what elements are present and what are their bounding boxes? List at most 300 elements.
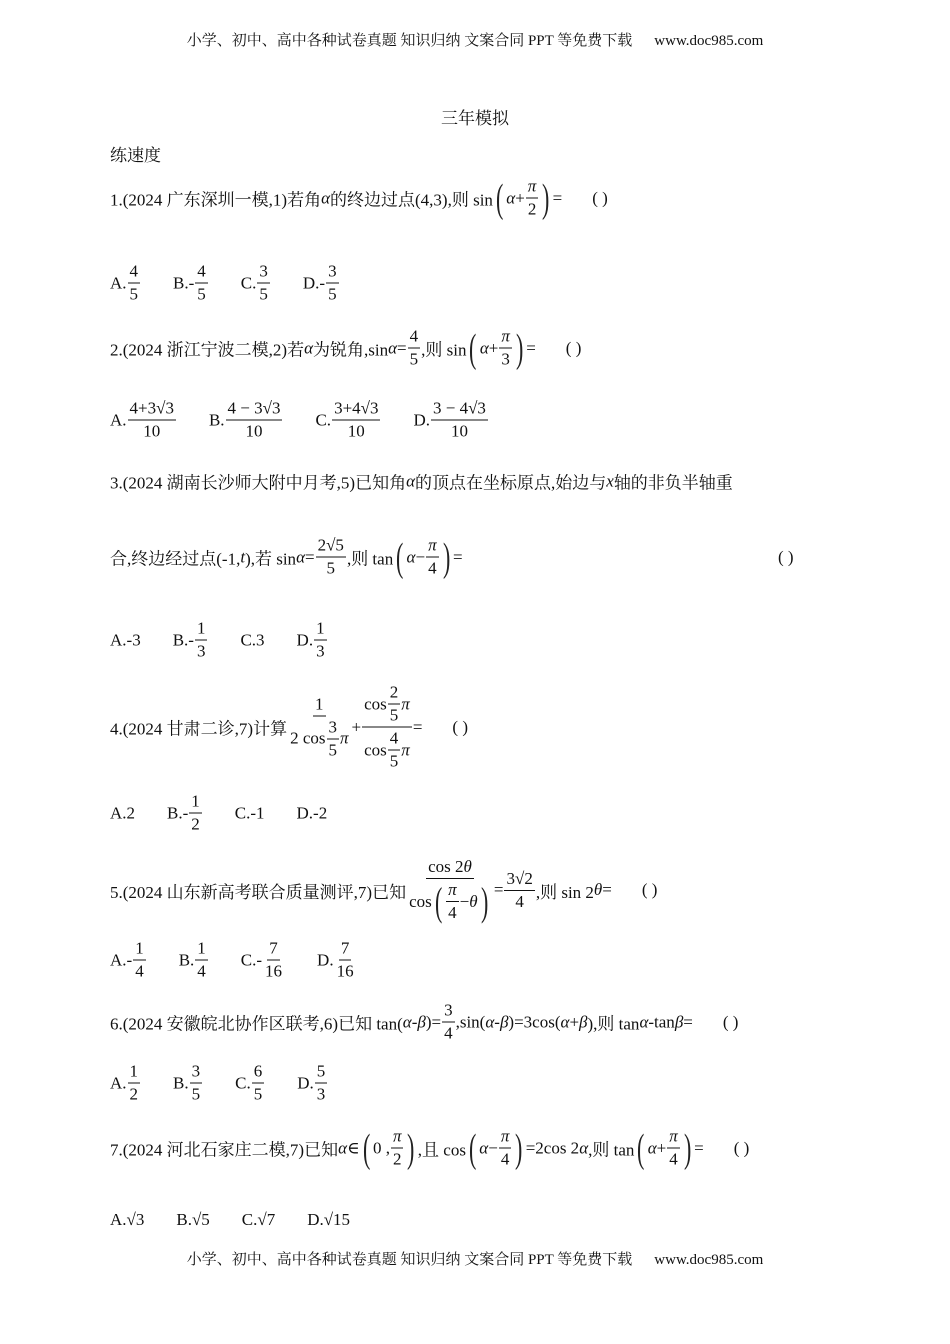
option-A[interactable] <box>110 630 141 650</box>
denominator <box>190 1084 203 1105</box>
question-stem <box>110 683 468 772</box>
text: 1 <box>316 618 325 638</box>
option-C[interactable] <box>315 399 381 442</box>
text: D. <box>296 630 314 649</box>
question-stem <box>110 857 657 923</box>
text: 5 <box>197 284 206 304</box>
text: 1 <box>191 791 200 811</box>
option-B[interactable] <box>176 1210 209 1230</box>
fraction <box>288 694 350 760</box>
text: 3 <box>328 261 337 281</box>
left-paren: ( <box>362 1125 370 1170</box>
text: 3 <box>259 261 268 281</box>
fraction <box>190 1062 203 1105</box>
option-C[interactable] <box>240 630 264 650</box>
text: = <box>694 1138 704 1157</box>
numerator <box>128 1062 141 1084</box>
answer-bracket: ( ) <box>733 1138 750 1157</box>
text: A. <box>110 1073 127 1092</box>
text: 2.(2024 浙江宁波二模,2)若 <box>110 340 305 360</box>
numerator <box>326 262 339 284</box>
option-C[interactable] <box>242 1210 275 1230</box>
fraction <box>252 1062 265 1105</box>
text: 10 <box>143 421 161 441</box>
math-variable: α <box>321 188 331 207</box>
denominator <box>499 1149 512 1170</box>
numerator <box>391 1127 404 1149</box>
text: B.- <box>167 803 189 822</box>
question-stem <box>110 469 733 494</box>
option-A[interactable] <box>110 939 147 982</box>
option-C[interactable] <box>235 1062 265 1105</box>
denominator <box>288 716 350 760</box>
numerator <box>314 619 327 641</box>
numerator <box>327 717 340 739</box>
fraction <box>195 619 208 662</box>
denominator <box>407 879 493 923</box>
text: 5 <box>389 705 399 725</box>
text: 3 <box>316 641 325 661</box>
text: 1 <box>196 618 206 638</box>
text: 1 <box>135 938 144 958</box>
text: 0 , <box>372 1138 390 1157</box>
numerator <box>267 939 280 961</box>
text: 5.(2024 山东新高考联合质量测评,7)已知 <box>110 882 407 902</box>
parenthesized-expression <box>466 327 526 370</box>
parenthesized-expression <box>432 880 491 923</box>
answer-bracket: ( ) <box>722 1012 739 1031</box>
option-B[interactable] <box>173 1062 203 1105</box>
math-variable: π <box>401 740 410 759</box>
text: D. <box>317 950 334 969</box>
parenthesized-expression <box>634 1127 694 1170</box>
text: 5 <box>326 558 336 578</box>
fraction <box>526 177 539 220</box>
math-variable: β <box>499 1012 509 1031</box>
answer-bracket: ( ) <box>452 717 468 736</box>
question-stem <box>110 1001 738 1044</box>
fraction <box>442 1001 455 1044</box>
header-text: 小学、初中、高中各种试卷真题 知识归纳 文案合同 PPT 等免费下载 <box>186 33 633 49</box>
text: 1.(2024 广东深圳一模,1)若角 <box>110 190 322 210</box>
option-D[interactable] <box>317 939 357 982</box>
numerator <box>339 939 352 961</box>
numerator <box>388 683 401 705</box>
option-D[interactable] <box>297 619 328 662</box>
math-variable: α <box>479 338 489 357</box>
text: cos <box>364 740 387 759</box>
text: = <box>683 1012 693 1031</box>
denominator <box>133 961 146 982</box>
text: C.-1 <box>234 803 265 822</box>
text: 的终边过点(4,3),则 sin <box>330 190 493 210</box>
fraction <box>128 1062 141 1105</box>
text: ),若 sin <box>245 549 297 569</box>
option-A[interactable] <box>110 803 135 823</box>
text: D.-2 <box>296 803 328 822</box>
numerator <box>195 619 208 641</box>
fraction <box>326 262 339 305</box>
denominator <box>446 902 459 923</box>
denominator <box>388 705 401 726</box>
option-D[interactable] <box>297 1062 328 1105</box>
text: 3 <box>444 1000 453 1020</box>
text: 4 <box>448 903 457 922</box>
denominator <box>513 891 526 912</box>
question-stem <box>110 177 608 220</box>
text: + <box>488 338 499 357</box>
numerator <box>195 262 208 284</box>
answer-bracket: ( ) <box>565 338 582 357</box>
fraction <box>388 683 401 726</box>
option-D[interactable] <box>297 803 328 823</box>
fraction <box>362 683 412 772</box>
parenthesized-expression <box>393 536 453 579</box>
numerator <box>499 1127 512 1149</box>
text: 3 <box>328 717 337 736</box>
text: − <box>488 1138 498 1157</box>
text: 4 <box>135 961 144 981</box>
text: A. <box>110 273 127 292</box>
text: 2 <box>527 199 537 219</box>
numerator <box>362 683 412 728</box>
text: 2 <box>389 682 399 702</box>
text: 5 <box>389 751 399 771</box>
text: + <box>515 188 525 207</box>
text: ,则 sin <box>421 340 467 360</box>
text: 5 <box>328 284 337 304</box>
text: C. <box>315 410 332 429</box>
right-paren: ) <box>480 878 488 924</box>
math-variable: α <box>304 338 314 357</box>
text: A.- <box>110 950 133 969</box>
right-paren: ) <box>515 325 524 370</box>
numerator <box>446 880 459 902</box>
numerator <box>195 939 208 961</box>
question-stem <box>110 1127 749 1170</box>
text: − <box>415 547 426 566</box>
denominator <box>128 1084 141 1105</box>
math-variable: π <box>448 880 457 899</box>
option-C[interactable] <box>235 803 265 823</box>
text: cos <box>364 694 387 713</box>
text: 16 <box>336 961 354 981</box>
text: 10 <box>245 421 263 441</box>
text: 3√2 <box>506 868 533 888</box>
numerator <box>426 857 474 879</box>
fraction <box>388 729 401 772</box>
text: 1 <box>315 694 324 713</box>
option-B[interactable] <box>209 399 284 442</box>
page-title: 三年模拟 <box>441 109 509 128</box>
text: 5 <box>328 740 337 759</box>
text: 7 <box>340 938 350 958</box>
question-stem <box>110 327 581 370</box>
numerator <box>526 177 539 199</box>
fraction <box>263 939 284 982</box>
text: 4 <box>428 558 437 578</box>
option-B[interactable] <box>179 939 209 982</box>
option-C[interactable] <box>241 262 271 305</box>
section-heading: 练速度 <box>110 146 161 165</box>
text: = <box>526 338 536 357</box>
numerator <box>315 1062 328 1084</box>
answer-bracket: ( ) <box>778 547 794 566</box>
fraction <box>128 262 141 305</box>
text: − <box>459 891 470 911</box>
math-variable: θ <box>469 891 478 911</box>
right-paren: ) <box>683 1125 692 1170</box>
text: B.- <box>173 273 195 292</box>
text: = <box>602 880 612 899</box>
right-paren: ) <box>542 175 550 220</box>
numerator <box>431 399 488 421</box>
numerator <box>226 399 283 421</box>
option-A[interactable] <box>110 262 141 305</box>
fraction <box>332 399 380 442</box>
text: 4 <box>197 261 206 281</box>
denominator <box>315 1084 328 1105</box>
text: 3 <box>196 641 206 661</box>
text: 3 <box>191 1061 201 1081</box>
text: 10 <box>450 421 468 441</box>
text: 4 − 3√3 <box>227 398 281 418</box>
text: 2√5 <box>317 535 344 555</box>
text: D. <box>297 1073 314 1092</box>
option-C[interactable] <box>241 939 285 982</box>
fraction <box>431 399 488 442</box>
math-variable: π <box>669 1126 678 1146</box>
option-B[interactable] <box>173 619 209 662</box>
text: 合,终边经过点(-1, <box>110 549 241 569</box>
text: 5 <box>316 1061 326 1081</box>
numerator <box>442 1001 455 1023</box>
header-url[interactable]: www.doc985.com <box>654 33 764 49</box>
text: 5 <box>259 284 268 304</box>
text: = <box>397 338 407 357</box>
denominator <box>667 1149 680 1170</box>
math-variable: α <box>639 1012 649 1031</box>
text: ∈ <box>347 1138 360 1157</box>
denominator <box>314 641 327 662</box>
math-variable: π <box>500 1126 510 1146</box>
denominator <box>141 421 162 442</box>
text: C. <box>240 273 257 292</box>
text: C. <box>235 1073 251 1092</box>
answer-options <box>110 1062 360 1105</box>
right-paren: ) <box>515 1125 523 1170</box>
parenthesized-expression <box>466 1127 526 1170</box>
text: A.2 <box>110 803 136 822</box>
text: 6 <box>253 1061 263 1081</box>
text: =2cos 2 <box>525 1138 580 1157</box>
page-footer <box>0 1248 950 1269</box>
option-D[interactable] <box>303 262 340 305</box>
answer-options <box>110 792 359 835</box>
text: 4.(2024 甘肃二诊,7)计算 <box>110 719 288 739</box>
text: 3 − 4√3 <box>433 398 486 418</box>
text: 4 <box>515 891 524 911</box>
denominator <box>327 739 340 760</box>
denominator <box>189 814 202 835</box>
denominator <box>442 1023 455 1044</box>
math-variable: α <box>479 1138 489 1157</box>
math-variable: t <box>240 547 246 566</box>
numerator <box>313 694 326 716</box>
text: 的顶点在坐标原点,始边与 <box>415 473 607 493</box>
text: D. <box>413 410 431 429</box>
text: A. <box>110 410 127 429</box>
text: = <box>552 188 563 207</box>
math-variable: π <box>401 694 410 713</box>
text: 2 <box>129 1084 139 1104</box>
text: - <box>494 1012 500 1031</box>
question-stem-continued <box>110 534 794 579</box>
math-variable: α <box>560 1012 570 1031</box>
text: 3 <box>501 349 510 369</box>
text: 2 <box>392 1149 402 1169</box>
fraction <box>226 399 283 442</box>
footer-url[interactable]: www.doc985.com <box>654 1252 764 1268</box>
math-variable: π <box>392 1126 402 1146</box>
text: 5 <box>409 349 419 369</box>
option-D[interactable] <box>307 1210 350 1230</box>
fraction <box>504 869 534 912</box>
fraction <box>327 717 340 760</box>
math-variable: β <box>579 1012 588 1031</box>
numerator <box>408 327 421 349</box>
text: 3.(2024 湖南长沙师大附中月考,5)已知角 <box>110 473 407 493</box>
numerator <box>499 327 512 349</box>
denominator <box>335 961 356 982</box>
fraction <box>426 536 439 579</box>
answer-bracket: ( ) <box>641 880 658 899</box>
denominator <box>252 1084 265 1105</box>
text: A.-3 <box>110 630 141 649</box>
math-variable: α <box>506 188 516 207</box>
numerator <box>388 729 401 751</box>
fraction <box>189 792 202 835</box>
text: 5 <box>129 284 139 304</box>
fraction <box>407 857 493 923</box>
fraction <box>335 939 356 982</box>
left-paren: ( <box>637 1125 645 1170</box>
text: A.√3 <box>110 1210 145 1229</box>
text: C.√7 <box>241 1210 276 1229</box>
fraction <box>499 1127 512 1170</box>
text: 3+4√3 <box>334 398 379 418</box>
text: = <box>305 547 315 566</box>
numerator <box>189 792 202 814</box>
text: 5 <box>191 1084 201 1104</box>
left-paren: ( <box>396 534 404 579</box>
text: 1 <box>197 938 206 958</box>
text: 4+3√3 <box>129 398 174 418</box>
denominator <box>257 284 270 305</box>
answer-options <box>110 939 389 982</box>
option-B[interactable] <box>173 262 209 305</box>
text: 6.(2024 安徽皖北协作区联考,6)已知 tan( <box>110 1014 403 1034</box>
left-paren: ( <box>434 878 443 924</box>
denominator <box>195 284 208 305</box>
parenthesized-expression <box>360 1127 418 1170</box>
option-D[interactable] <box>413 399 488 442</box>
text: )=3cos( <box>508 1012 561 1031</box>
fraction <box>446 880 459 923</box>
fraction <box>499 327 512 370</box>
denominator <box>325 558 338 579</box>
denominator <box>346 421 367 442</box>
numerator <box>257 262 270 284</box>
numerator <box>252 1062 265 1084</box>
fraction <box>408 327 421 370</box>
text: B.- <box>172 630 194 649</box>
math-variable: α <box>402 1012 412 1031</box>
text: cos 2 <box>428 857 464 876</box>
numerator <box>426 536 439 558</box>
denominator <box>263 961 284 982</box>
text: 轴的非负半轴重 <box>613 473 733 493</box>
denominator <box>244 421 265 442</box>
denominator <box>408 349 421 370</box>
numerator <box>133 939 146 961</box>
text: ,且 cos <box>417 1140 466 1160</box>
text: 4 <box>129 261 139 281</box>
text: D.- <box>302 273 326 292</box>
denominator <box>426 558 439 579</box>
numerator <box>190 1062 203 1084</box>
fraction <box>133 939 146 982</box>
text: 10 <box>347 421 365 441</box>
option-B[interactable] <box>167 792 203 835</box>
denominator <box>449 421 470 442</box>
math-variable: x <box>606 471 614 490</box>
text: 7 <box>269 938 278 958</box>
denominator <box>526 199 539 220</box>
math-variable: π <box>428 535 437 555</box>
answer-options <box>110 1210 382 1230</box>
text: B.√5 <box>176 1210 210 1229</box>
left-paren: ( <box>495 175 504 220</box>
math-variable: θ <box>593 880 603 899</box>
text: = <box>452 547 463 566</box>
text: cos <box>409 891 432 911</box>
text: + <box>351 717 362 736</box>
text: -tan <box>648 1012 675 1031</box>
fraction <box>314 619 327 662</box>
text: = <box>493 880 504 899</box>
math-variable: α <box>406 547 416 566</box>
math-variable: α <box>296 547 305 566</box>
text: 2 <box>191 814 200 834</box>
text: 4 <box>444 1023 453 1043</box>
text: 3 <box>316 1084 326 1104</box>
text: ,则 tan <box>346 549 394 569</box>
option-A[interactable] <box>110 1210 144 1230</box>
text: 4 <box>409 326 419 346</box>
text: C.3 <box>240 630 265 649</box>
right-paren: ) <box>407 1125 415 1170</box>
option-A[interactable] <box>110 1062 141 1105</box>
denominator <box>326 284 339 305</box>
option-A[interactable] <box>110 399 177 442</box>
numerator <box>667 1127 680 1149</box>
left-paren: ( <box>469 325 477 370</box>
math-variable: π <box>501 326 510 346</box>
text: B. <box>208 410 225 429</box>
denominator <box>391 1149 404 1170</box>
math-variable: α <box>406 471 416 490</box>
